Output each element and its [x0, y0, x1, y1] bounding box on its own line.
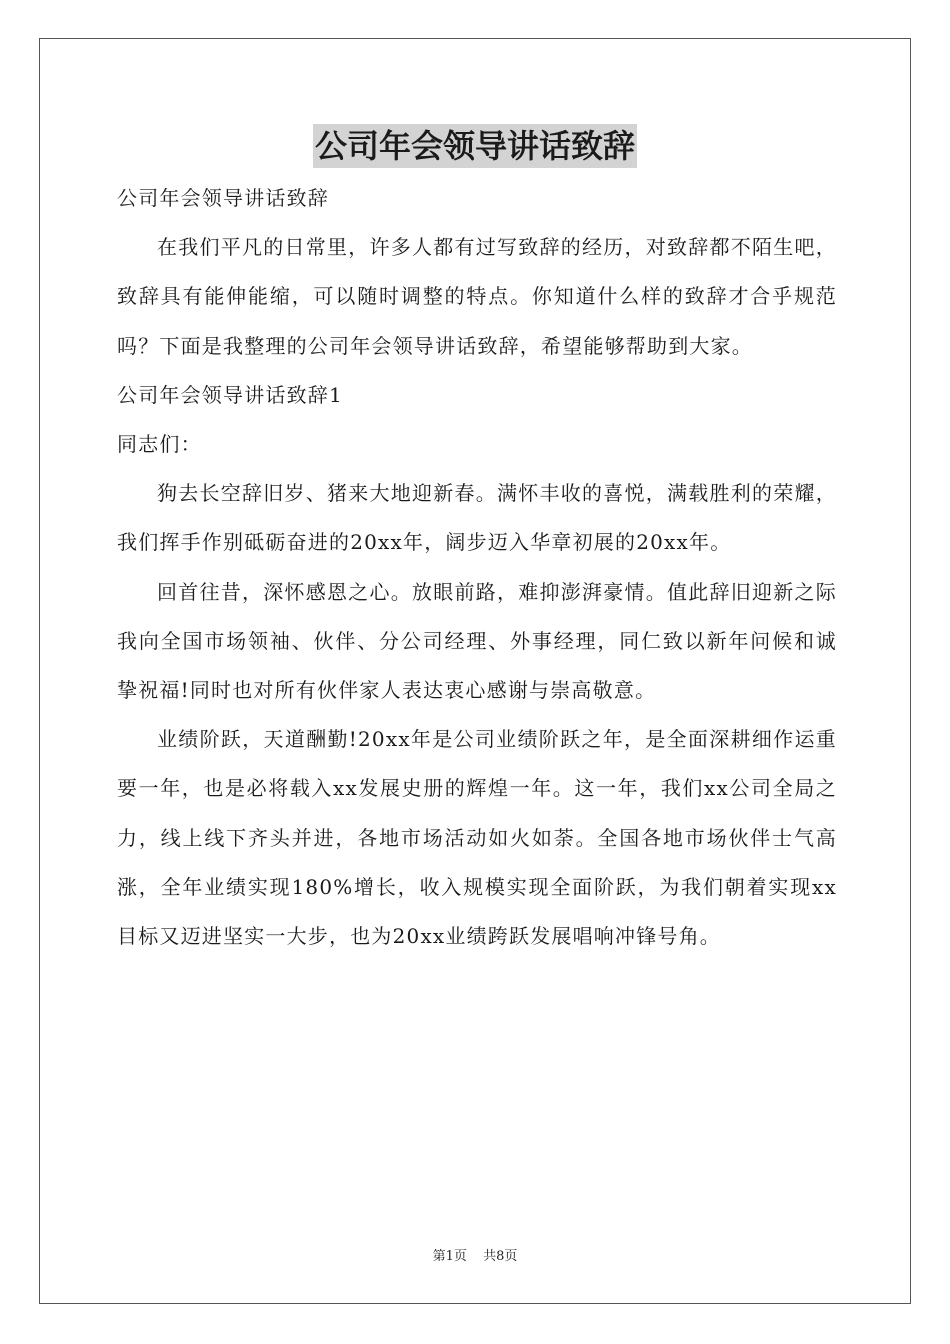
paragraph: 狗去长空辞旧岁、猪来大地迎新春。满怀丰收的喜悦，满载胜利的荣耀，我们挥手作别砥砺奋进的20xx年，阔步迈入华章初展的20xx年。: [117, 481, 837, 555]
document-body: [117, 174, 837, 961]
paragraph: 业绩阶跃，天道酬勤!20xx年是公司业绩阶跃之年，是全面深耕细作运重要一年，也是必将载入xx发展史册的辉煌一年。这一年，我们xx公司全局之力，线上线下齐头并进，各地市场活动如火如荼。全国各地市场伙伴士气高涨，全年业绩实现180%增长，收入规模实现全面阶跃，为我们朝着实现xx目标又迈进坚实一大步，也为20xx业绩跨跃发展唱响冲锋号角。: [117, 727, 837, 949]
document-title: 公司年会领导讲话致辞: [313, 124, 637, 168]
page-count: 共8页: [483, 1249, 518, 1264]
page-footer: [0, 1245, 950, 1264]
paragraph: 在我们平凡的日常里，许多人都有过写致辞的经历，对致辞都不陌生吧，致辞具有能伸能缩，可以随时调整的特点。你知道什么样的致辞才合乎规范吗？下面是我整理的公司年会领导讲话致辞，希望能够帮助到大家。: [117, 235, 837, 358]
paragraph: 回首往昔，深怀感恩之心。放眼前路，难抑澎湃豪情。值此辞旧迎新之际我向全国市场领袖、伙伴、分公司经理、外事经理，同仁致以新年问候和诚挚祝福!同时也对所有伙伴家人表达衷心感谢与崇高敬意。: [117, 579, 837, 703]
page-number: 第1页: [432, 1249, 467, 1264]
title-container: [0, 124, 950, 168]
salutation: 同志们：: [117, 432, 202, 457]
paragraph: 公司年会领导讲话致辞: [117, 186, 329, 210]
section-heading: 公司年会领导讲话致辞1: [117, 382, 343, 407]
